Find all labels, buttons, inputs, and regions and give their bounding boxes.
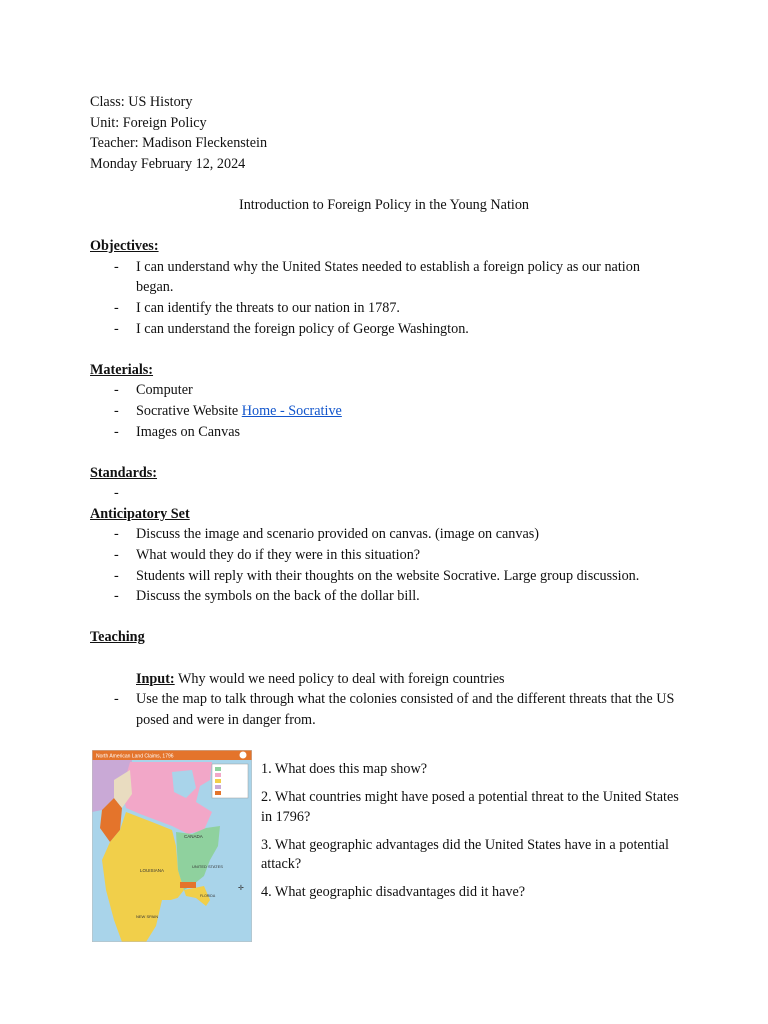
list-item: - Discuss the image and scenario provided on canvas. (image on canvas) <box>114 526 540 543</box>
anticipatory-set-list <box>90 524 690 606</box>
question-3: 3. What geographic advantages did the United States have in a potential attack? <box>261 836 669 872</box>
list-item: - What would they do if they were in this situation? <box>114 547 421 564</box>
objectives-list <box>90 257 690 339</box>
teaching-heading: Teaching <box>90 629 145 646</box>
legend-disputed-swatch <box>215 791 221 795</box>
compass-icon: ✛ <box>238 884 244 892</box>
disputed-strip <box>180 882 196 888</box>
legend-british-swatch <box>215 773 221 777</box>
label-louisiana: LOUISIANA <box>140 868 165 873</box>
socrative-link[interactable]: Home - Socrative <box>241 402 342 419</box>
map-title: North American Land Claims, 1796 <box>96 753 174 760</box>
anticipatory-set-heading: Anticipatory Set <box>90 505 190 522</box>
map-badge-icon <box>240 752 247 759</box>
teacher-line: Teacher: Madison Fleckenstein <box>90 135 268 152</box>
question-1: 1. What does this map show? <box>261 761 428 777</box>
list-item: - Images on Canvas <box>114 423 241 440</box>
date-line: Monday February 12, 2024 <box>90 155 246 172</box>
map-questions <box>261 760 681 911</box>
list-item: - I can identify the threats to our nation in 1787. <box>114 299 400 316</box>
land-claims-map <box>92 750 252 942</box>
legend-spanish-swatch <box>215 779 221 783</box>
unit-line: Unit: Foreign Policy <box>90 114 207 131</box>
label-new-spain: NEW SPAIN <box>136 914 159 919</box>
list-item: - I can understand the foreign policy of George Washington. <box>114 320 469 337</box>
legend-us-swatch <box>215 767 221 771</box>
lesson-title: Introduction to Foreign Policy in the Young Nation <box>238 196 530 213</box>
lesson-plan <box>90 92 690 730</box>
label-florida: FLORIDA <box>200 894 216 898</box>
materials-list <box>90 380 690 442</box>
list-item: - I can understand why the United States needed to establish a foreign policy as our nation began. <box>114 258 640 296</box>
teaching-list <box>90 689 690 730</box>
input-line: Input: Why would we need policy to deal with foreign countries <box>136 670 505 687</box>
list-item: - Computer <box>114 382 193 399</box>
standards-heading: Standards: <box>90 464 158 481</box>
list-item: - Students will reply with their thoughts on the website Socrative. Large group discussion. <box>114 567 640 584</box>
question-4: 4. What geographic disadvantages did it have? <box>261 884 526 900</box>
question-2: 2. What countries might have posed a potential threat to the United States in 1796? <box>261 789 679 825</box>
label-canada: CANADA <box>184 834 203 839</box>
legend-russian-swatch <box>215 785 221 789</box>
list-item: - <box>114 485 119 502</box>
objectives-heading: Objectives: <box>90 238 159 255</box>
materials-heading: Materials: <box>90 361 154 378</box>
list-item: - Use the map to talk through what the colonies consisted of and the different threats that the US posed and were in danger from. <box>114 691 675 728</box>
label-united-states: UNITED STATES <box>192 864 223 869</box>
standards-list <box>90 483 690 504</box>
list-item: - Discuss the symbols on the back of the dollar bill. <box>114 588 420 605</box>
input-label: Input: <box>136 670 175 687</box>
list-item: - Socrative Website Home - Socrative <box>114 402 342 419</box>
class-line: Class: US History <box>90 94 193 110</box>
